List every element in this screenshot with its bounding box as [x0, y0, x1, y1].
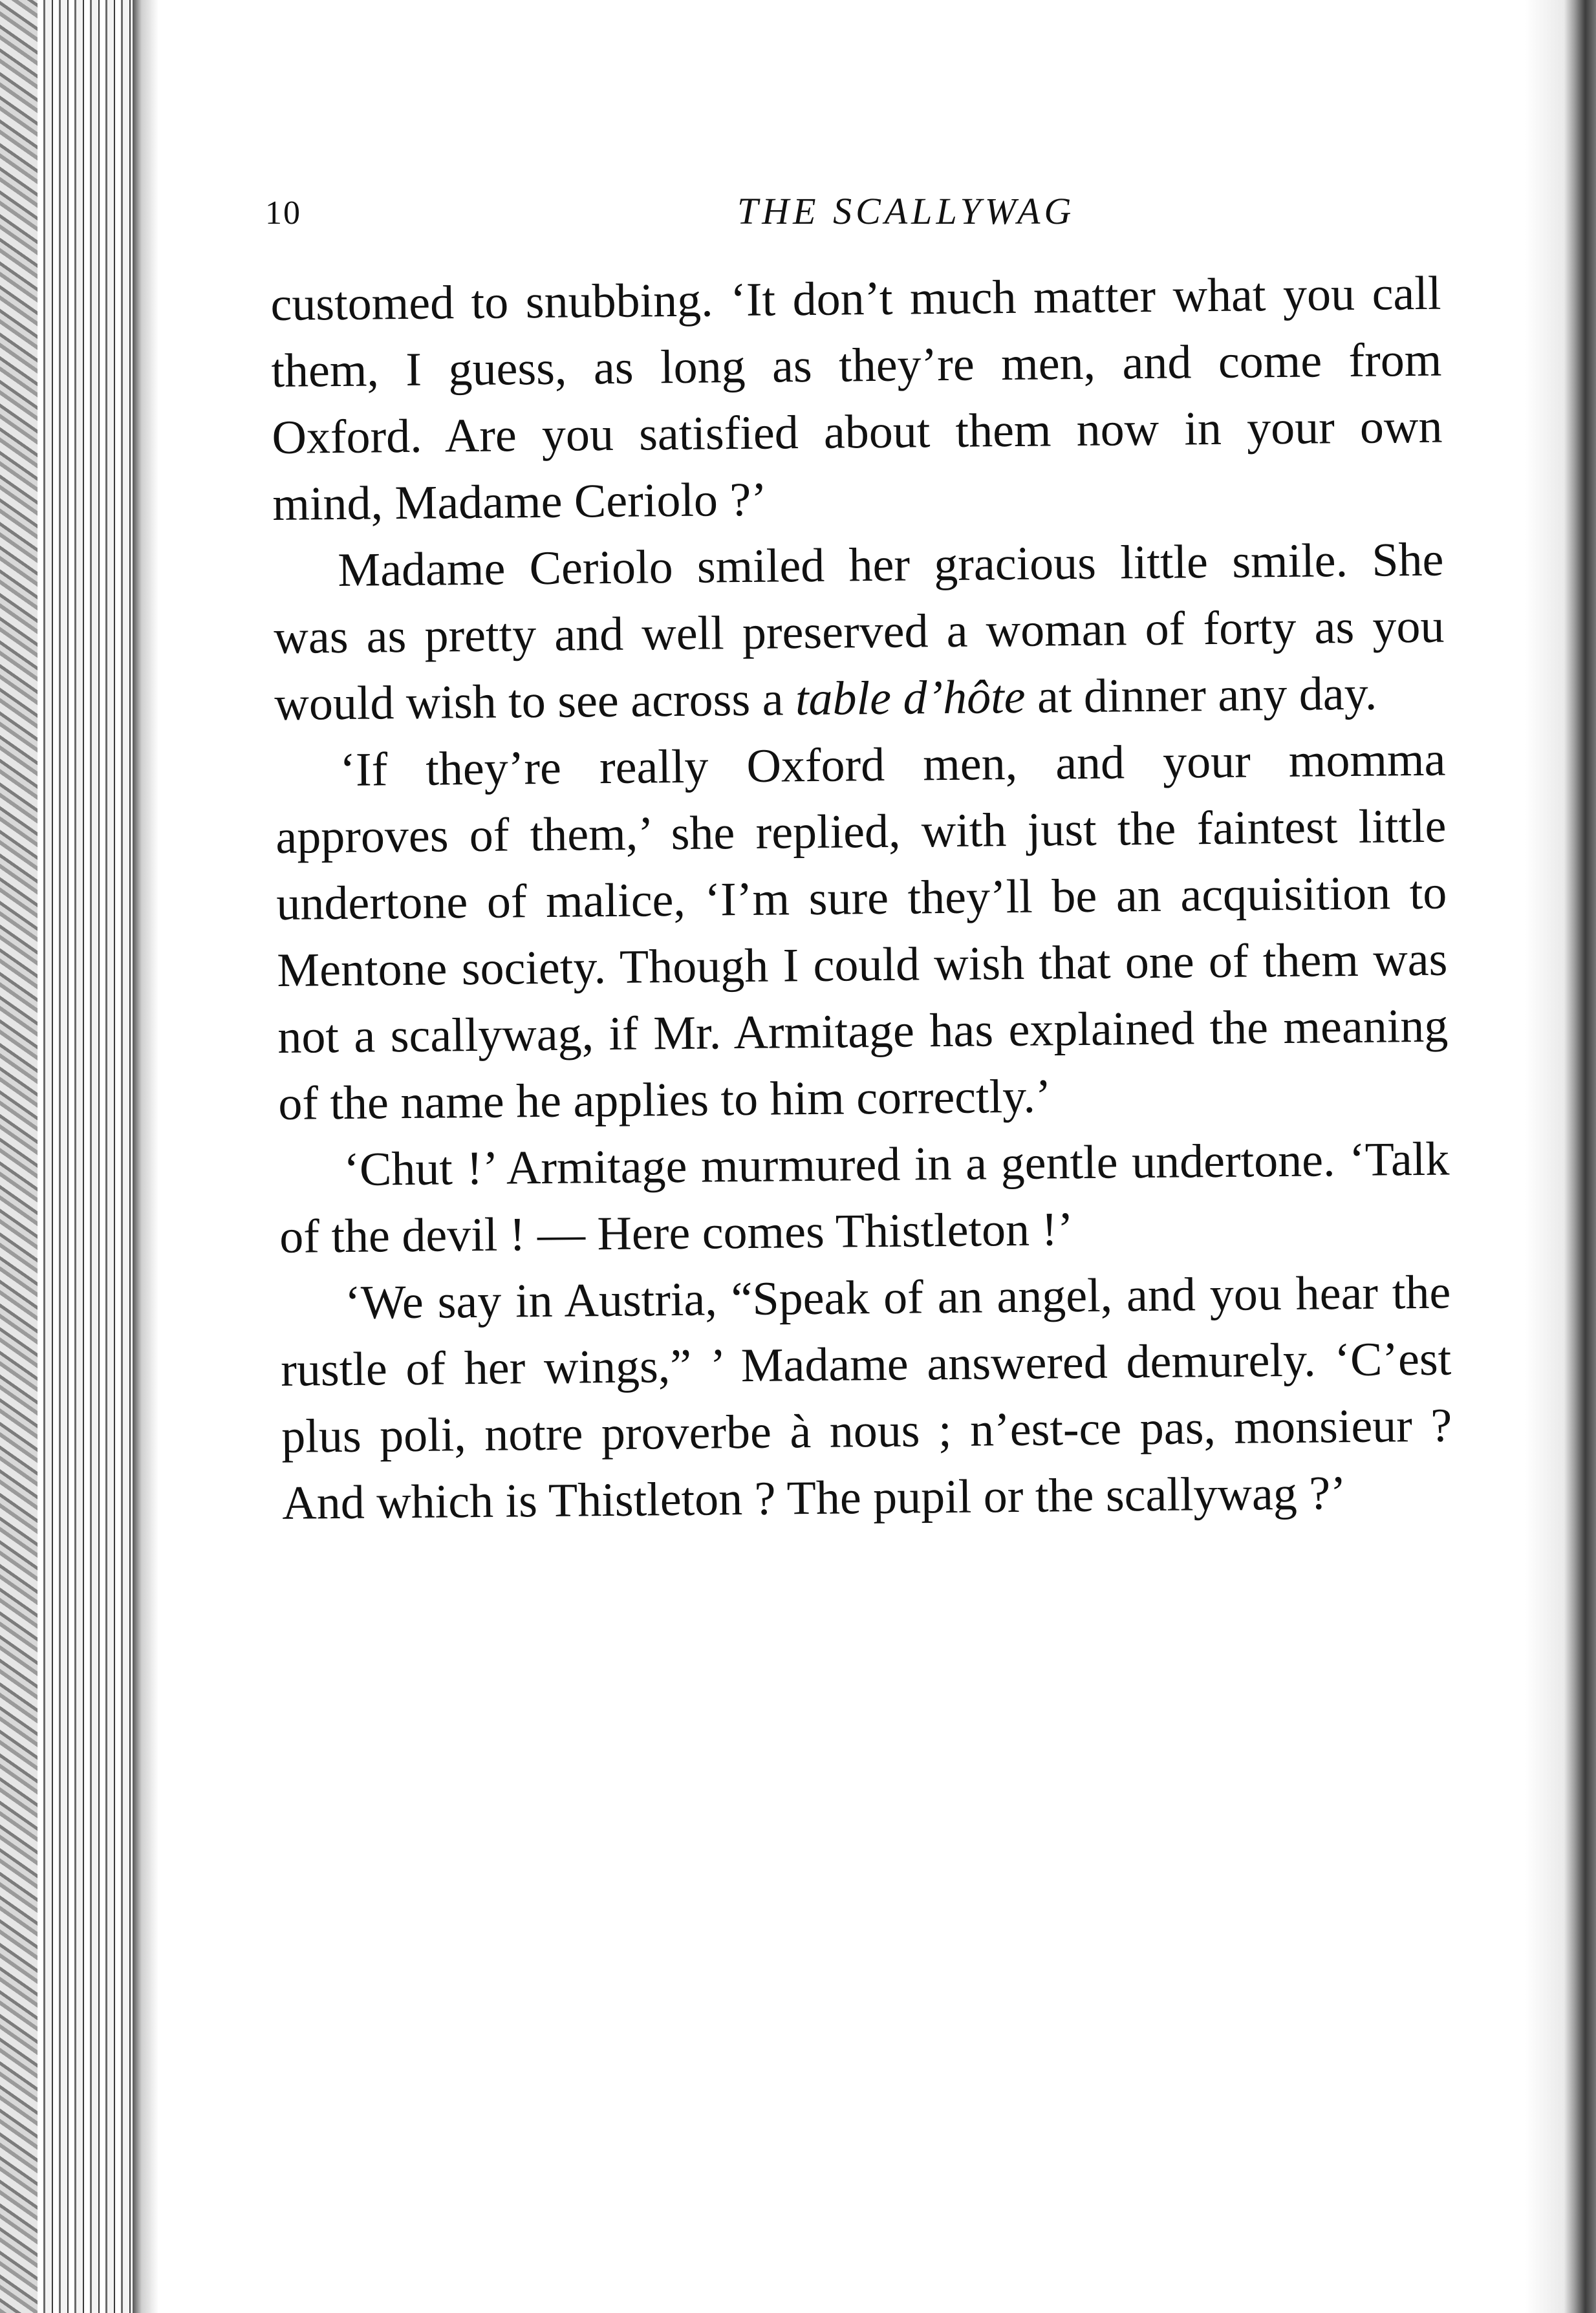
body-text: [270, 261, 1453, 1537]
text-run: ‘If they’re really Oxford men, and your momma approves of them,’ she replied, with just the faintest little undertone of malice, ‘I’m sure they’ll be an acquisition to Mentone society. Though I could wish that one of them was not a scallywag, if Mr. Armitage has explained the meaning of the name he applies to him correctly.’: [275, 733, 1449, 1130]
page-number: 10: [265, 195, 301, 231]
right-page-edge: [1525, 0, 1596, 2313]
text-run: customed to snubbing. ‘It don’t much matter what you call them, I guess, as long as they’re men, and come from Oxford. Are you satisfied about them now in your own mind, Madame Ceriolo ?’: [270, 266, 1443, 531]
text-run: at dinner any day.: [1025, 667, 1377, 724]
paragraph: [273, 527, 1445, 738]
text-run: ‘We say in Austria, “Speak of an angel, and you hear the rustle of her wings,” ’ Madame answered demurely. ‘C’est plus poli, notre proverbe à nous ; n’est-ce pas, monsieur ? And which is Thistleton ? The pupil or the scallywag ?’: [280, 1265, 1452, 1530]
text-run: ‘Chut !’ Armitage murmured in a gentle undertone. ‘Talk of the devil ! — Here comes Thistleton !’: [279, 1132, 1450, 1264]
paragraph: [275, 727, 1449, 1137]
running-head: THE SCALLYWAG: [737, 190, 1075, 232]
page-edges: [38, 0, 141, 2313]
paragraph: [280, 1260, 1453, 1537]
marbled-endpaper: [0, 0, 38, 2313]
paragraph: [270, 261, 1443, 538]
text-run: Madame Ceriolo smiled her gracious little smile. She was as pretty and well preserved a woman of forty as you would wish to see across a: [274, 533, 1445, 731]
italic-phrase: table d’hôte: [795, 670, 1026, 726]
paragraph: [279, 1126, 1450, 1271]
binding-gutter: [133, 0, 158, 2313]
